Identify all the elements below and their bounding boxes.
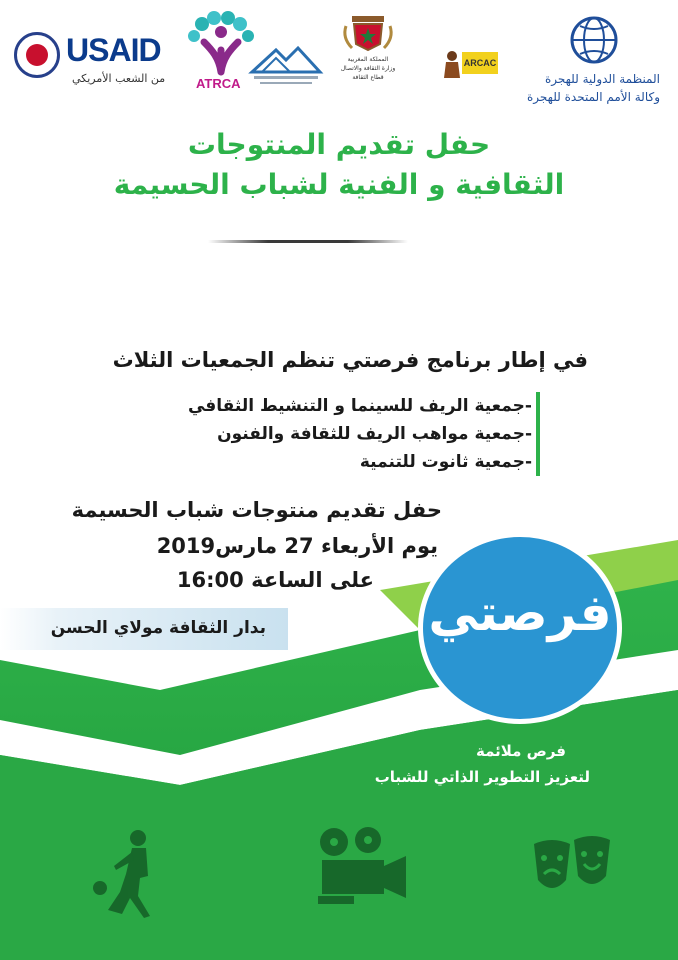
intro-text: في إطار برنامج فرصتي تنظم الجمعيات الثلاث [112, 348, 588, 372]
page-title-line1: حفل تقديم المنتوجات [187, 128, 491, 161]
atrca-wordmark: ATRCA [196, 76, 241, 91]
us-seal-icon [14, 32, 60, 78]
film-camera-icon [308, 820, 412, 910]
ministry-line2: وزارة الثقافة والاتصال [340, 65, 396, 72]
mountain-logo-icon [246, 42, 326, 86]
football-player-icon [88, 826, 168, 922]
iom-name-line1: المنظمة الدولية للهجرة [544, 72, 660, 86]
program-name: فرصتي [428, 584, 612, 642]
arcac-logo [442, 48, 502, 82]
association-item: -جمعية ثانوت للتنمية [359, 452, 532, 472]
ministry-logo [330, 12, 406, 110]
arcac-figure-icon [442, 48, 462, 82]
association-item: -جمعية مواهب الريف للثقافة والفنون [217, 424, 532, 444]
association-logo [246, 42, 326, 86]
ministry-line3: قطاع الثقافة [352, 74, 384, 81]
associations-list [187, 392, 540, 476]
iom-name-line2: وكالة الأمم المتحدة للهجرة [527, 90, 660, 104]
iom-logo [510, 14, 670, 110]
title-divider [208, 240, 408, 243]
ministry-line1: المملكة المغربية [347, 56, 389, 63]
iom-globe-icon [510, 14, 670, 70]
theater-masks-icon [530, 832, 614, 906]
event-title: حفل تقديم منتوجات شباب الحسيمة [71, 498, 442, 522]
association-item: -جمعية الريف للسينما و التنشيط الثقافي [187, 396, 532, 416]
usaid-subtitle: من الشعب الأمريكي [72, 72, 166, 85]
program-tagline-line1: فرص ملائمة [475, 742, 566, 760]
usaid-wordmark: USAID [66, 32, 161, 68]
usaid-logo [8, 18, 178, 88]
event-time: على الساعة 16:00 [176, 568, 374, 592]
moroccan-emblem-icon [330, 12, 406, 54]
program-tagline-line2: لتعزيز التطوير الذاتي للشباب [374, 768, 590, 786]
page-title-line2: الثقافية و الفنية لشباب الحسيمة [113, 168, 565, 201]
arcac-wordmark: ARCAC [462, 52, 498, 74]
venue-text: بدار الثقافة مولاي الحسن [50, 618, 266, 638]
event-date: يوم الأربعاء 27 مارس2019 [156, 534, 438, 558]
